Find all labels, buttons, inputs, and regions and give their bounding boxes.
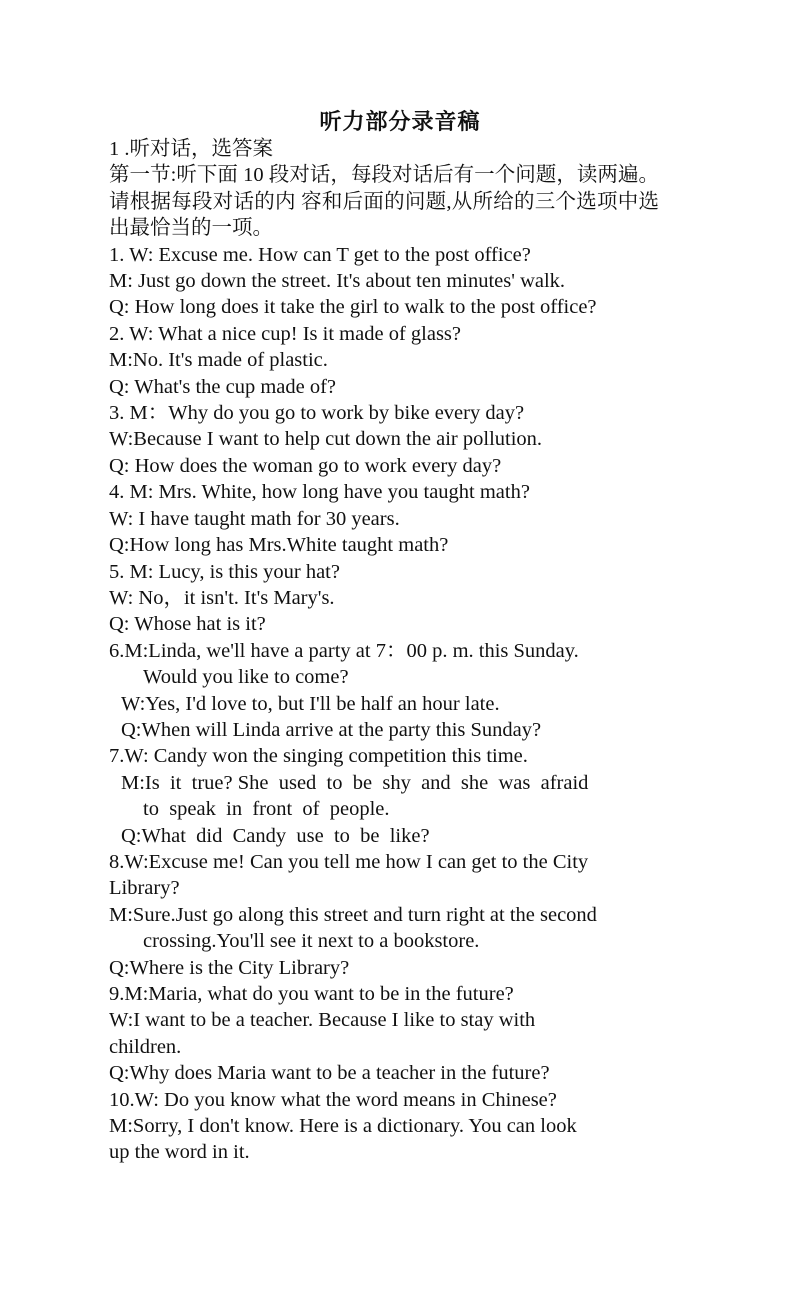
dialogue-line: Q:When will Linda arrive at the party this Sunday? bbox=[121, 718, 542, 741]
dialogue-line: Q:How long has Mrs.White taught math? bbox=[109, 534, 449, 557]
dialogue-line: 9.M:Maria, what do you want to be in the future? bbox=[109, 983, 514, 1005]
dialogue-line: Q:What did Candy use to be like? bbox=[121, 824, 430, 847]
dialogue-line: 2. W: What a nice cup! Is it made of glass? bbox=[109, 322, 461, 345]
instruction-paragraph: 第一节:听下面 10 段对话，每段对话后有一个问题，读两遍。请根据每段对话的内 容和后面的问题,从所给的三个选项中选出最恰当的一项。 bbox=[109, 164, 659, 240]
dialogue-line: Q: What's the cup made of? bbox=[109, 375, 337, 398]
dialogue-line: to speak in front of people. bbox=[143, 798, 390, 821]
dialogue-line: W:Because I want to help cut down the air pollution. bbox=[109, 428, 543, 451]
dialogue-line: M: Just go down the street. It's about ten minutes' walk. bbox=[109, 270, 566, 293]
dialogue-line: W: No，it isn't. It's Mary's. bbox=[109, 586, 335, 609]
dialogue-line: 4. M: Mrs. White, how long have you taught math? bbox=[109, 481, 530, 504]
dialogue-line: Q:Where is the City Library? bbox=[109, 956, 350, 979]
dialogue-line: 6.M:Linda, we'll have a party at 7：00 p. m. this Sunday. bbox=[109, 639, 579, 662]
dialogue-line: 7.W: Candy won the singing competition this time. bbox=[109, 745, 528, 768]
dialogue-line: Q: How does the woman go to work every day? bbox=[109, 454, 502, 477]
page-title: 听力部分录音稿 bbox=[319, 109, 481, 134]
dialogue-line: M:Sure.Just go along this street and turn right at the second bbox=[109, 903, 597, 926]
dialogue-line: M:No. It's made of plastic. bbox=[109, 349, 328, 372]
dialogue-line: 3. M：Why do you go to work by bike every day? bbox=[109, 402, 525, 425]
dialogue-line: W:Yes, I'd love to, but I'll be half an hour late. bbox=[121, 692, 500, 715]
dialogue-line: Q: How long does it take the girl to walk to the post office? bbox=[109, 296, 597, 319]
dialogue-line: W:I want to be a teacher. Because I like to stay with bbox=[109, 1009, 536, 1032]
dialogue-line: 10.W: Do you know what the word means in Chinese? bbox=[109, 1088, 557, 1111]
dialogue-line: 1. W: Excuse me. How can T get to the post office? bbox=[109, 243, 531, 266]
dialogue-line: up the word in it. bbox=[109, 1141, 250, 1164]
dialogue-line: W: I have taught math for 30 years. bbox=[109, 507, 400, 530]
dialogue-line: Q:Why does Maria want to be a teacher in the future? bbox=[109, 1062, 550, 1085]
dialogue-line: Library? bbox=[109, 877, 180, 900]
dialogue-line: crossing.You'll see it next to a bookstore. bbox=[143, 930, 480, 953]
dialogue-line: Would you like to come? bbox=[143, 666, 349, 689]
transcript-body bbox=[109, 136, 659, 1166]
section-heading: 1 .听对话，选答案 bbox=[109, 138, 273, 160]
dialogue-line: M:Sorry, I don't know. Here is a dictionary. You can look bbox=[109, 1115, 577, 1138]
dialogue-line: M:Is it true? She used to be shy and she was afraid bbox=[121, 771, 589, 794]
dialogue-line: 8.W:Excuse me! Can you tell me how I can get to the City bbox=[109, 850, 589, 873]
dialogue-line: children. bbox=[109, 1035, 182, 1058]
dialogue-line: Q: Whose hat is it? bbox=[109, 613, 266, 636]
dialogue-line: 5. M: Lucy, is this your hat? bbox=[109, 560, 340, 583]
